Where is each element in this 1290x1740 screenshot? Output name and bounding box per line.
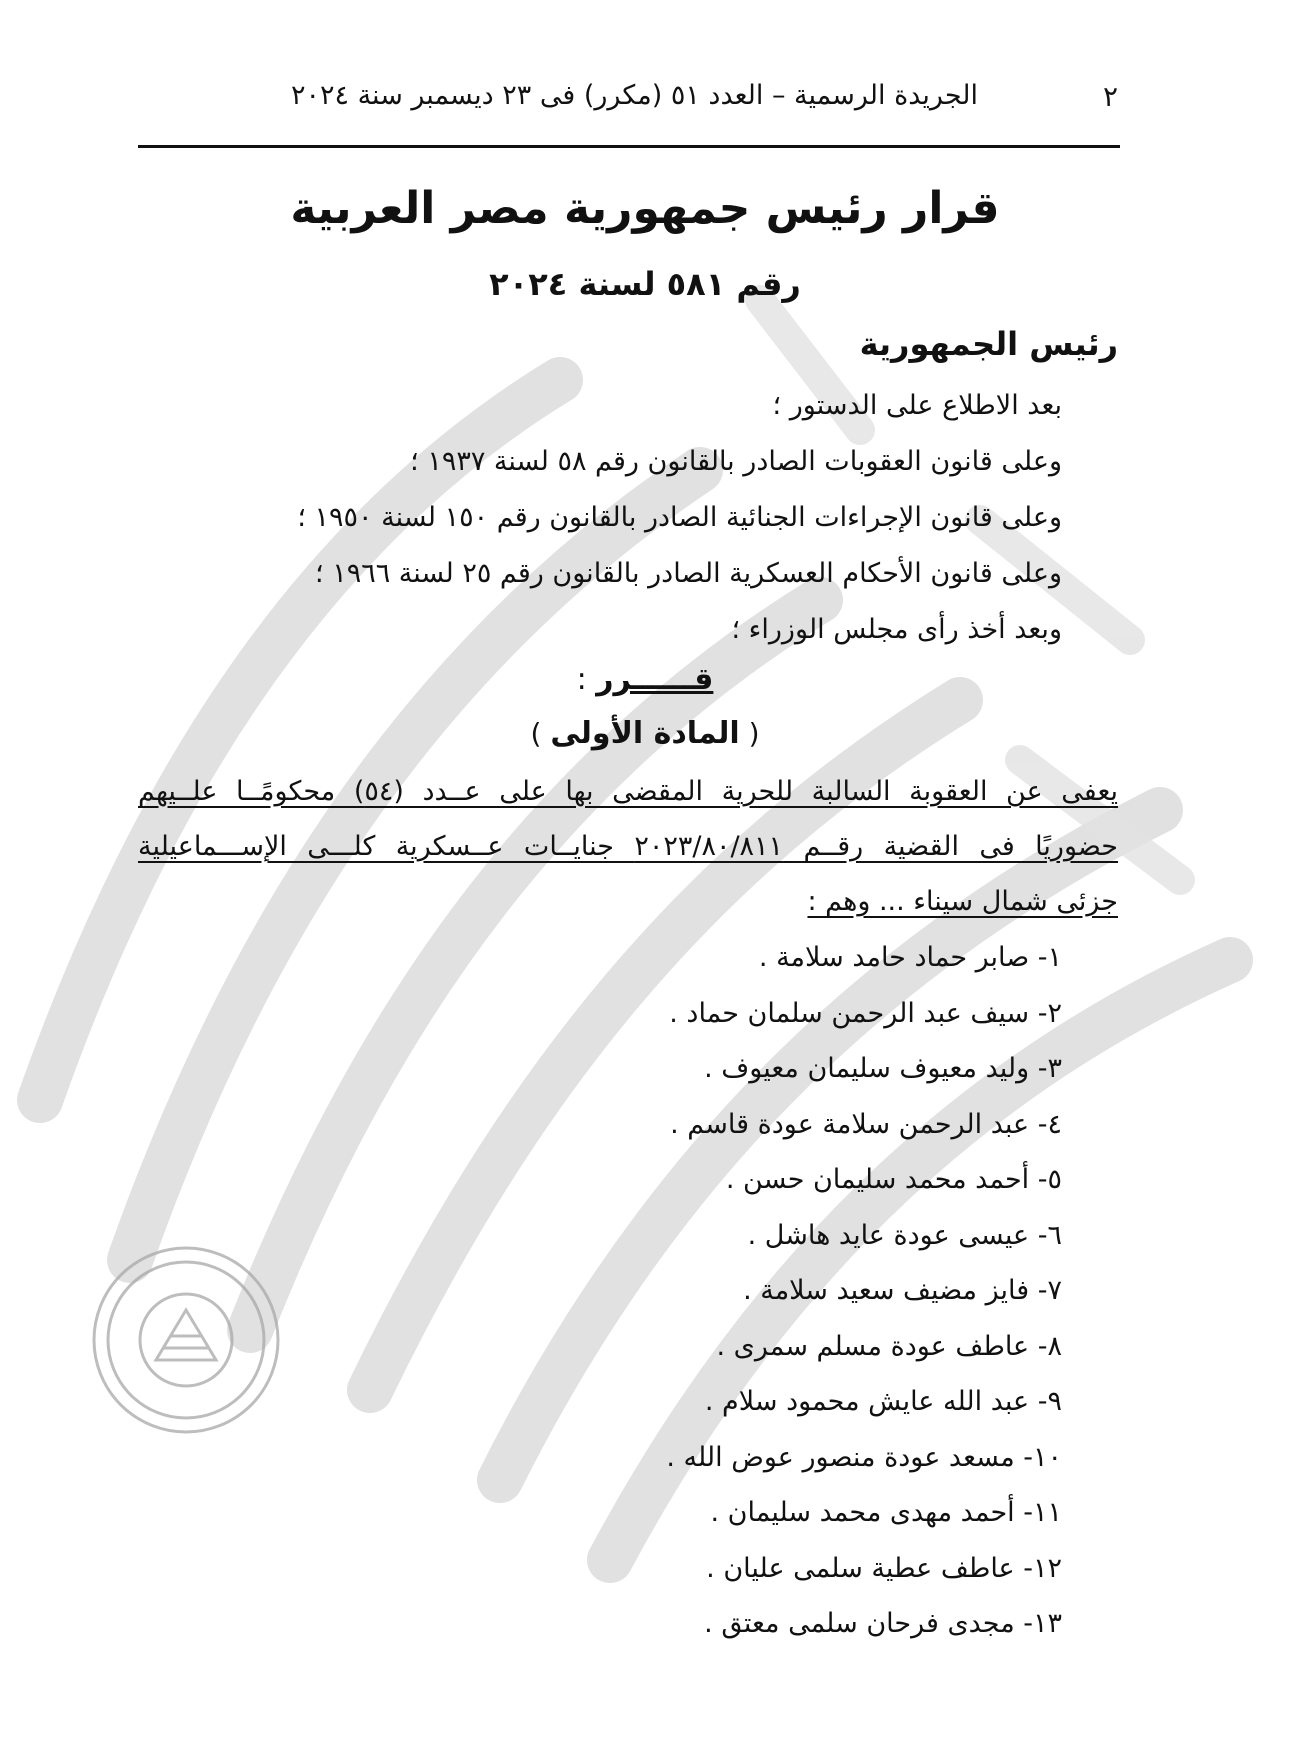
list-item: ١- صابر حماد حامد سلامة .	[758, 942, 1062, 973]
preamble-list	[297, 388, 1062, 668]
gazette-issue-title: الجريدة الرسمية – العدد ٥١ (مكرر) فى ٢٣ ديسمبر سنة ٢٠٢٤	[290, 80, 978, 111]
header-divider	[138, 145, 1120, 148]
paragraph-text: جزئى شمال سيناء ... وهم :	[807, 886, 1118, 917]
list-item: ١٢- عاطف عطية سلمى عليان .	[706, 1552, 1062, 1584]
article-title: المادة الأولى	[550, 716, 740, 751]
paragraph-line	[138, 772, 1118, 827]
preamble-line: وعلى قانون العقوبات الصادر بالقانون رقم ٥٨ لسنة ١٩٣٧ ؛	[410, 446, 1062, 477]
list-item: ٤- عبد الرحمن سلامة عودة قاسم .	[670, 1108, 1062, 1140]
pardoned-names-list	[666, 938, 1062, 1660]
list-item: ١٠- مسعد عودة منصور عوض الله .	[666, 1441, 1062, 1473]
list-item: ٩- عبد الله عايش محمود سلام .	[704, 1386, 1062, 1417]
preamble-line: وعلى قانون الإجراءات الجنائية الصادر بالقانون رقم ١٥٠ لسنة ١٩٥٠ ؛	[297, 502, 1062, 533]
decree-number: رقم ٥٨١ لسنة ٢٠٢٤	[489, 265, 801, 303]
preamble-line: وبعد أخذ رأى مجلس الوزراء ؛	[731, 614, 1062, 645]
paragraph-line	[138, 882, 1118, 937]
list-item: ٦- عيسى عودة عايد هاشل .	[747, 1219, 1062, 1251]
list-item: ٢- سيف عبد الرحمن سلمان حماد .	[669, 997, 1062, 1029]
decree-title: قرار رئيس جمهورية مصر العربية	[290, 183, 1000, 234]
list-item: ٨- عاطف عودة مسلم سمرى .	[716, 1330, 1062, 1362]
list-item: ١١- أحمد مهدى محمد سليمان .	[710, 1497, 1062, 1528]
decided-heading	[0, 662, 1290, 697]
paragraph-line	[138, 827, 1118, 882]
list-item: ٥- أحمد محمد سليمان حسن .	[725, 1164, 1062, 1195]
preamble-line: وعلى قانون الأحكام العسكرية الصادر بالقانون رقم ٢٥ لسنة ١٩٦٦ ؛	[315, 558, 1062, 589]
list-item: ٣- وليد معيوف سليمان معيوف .	[704, 1053, 1062, 1084]
preamble-line: بعد الاطلاع على الدستور ؛	[772, 390, 1062, 421]
list-item: ١٣- مجدى فرحان سلمى معتق .	[704, 1608, 1062, 1639]
article-paren-close: )	[530, 717, 542, 750]
paragraph-text: حضوريًا فى القضية رقــم ٢٠٢٣/٨٠/٨١١ جنايــات عــسكرية كلـــى الإســـماعيلية	[138, 831, 1118, 862]
list-item: ٧- فايز مضيف سعيد سلامة .	[743, 1275, 1062, 1306]
article-heading	[0, 716, 1290, 751]
article-paragraph	[138, 772, 1118, 937]
decided-label: قــــــرر	[596, 662, 714, 697]
paragraph-text: يعفى عن العقوبة السالبة للحرية المقضى بها على عــدد (٥٤) محكومًــا علــيهم	[138, 776, 1119, 807]
page-number: ٢	[1102, 80, 1118, 113]
decided-colon: :	[576, 662, 587, 697]
decree-issuer: رئيس الجمهورية	[859, 325, 1118, 363]
article-paren-open: (	[748, 717, 760, 750]
gazette-header	[138, 80, 1118, 128]
